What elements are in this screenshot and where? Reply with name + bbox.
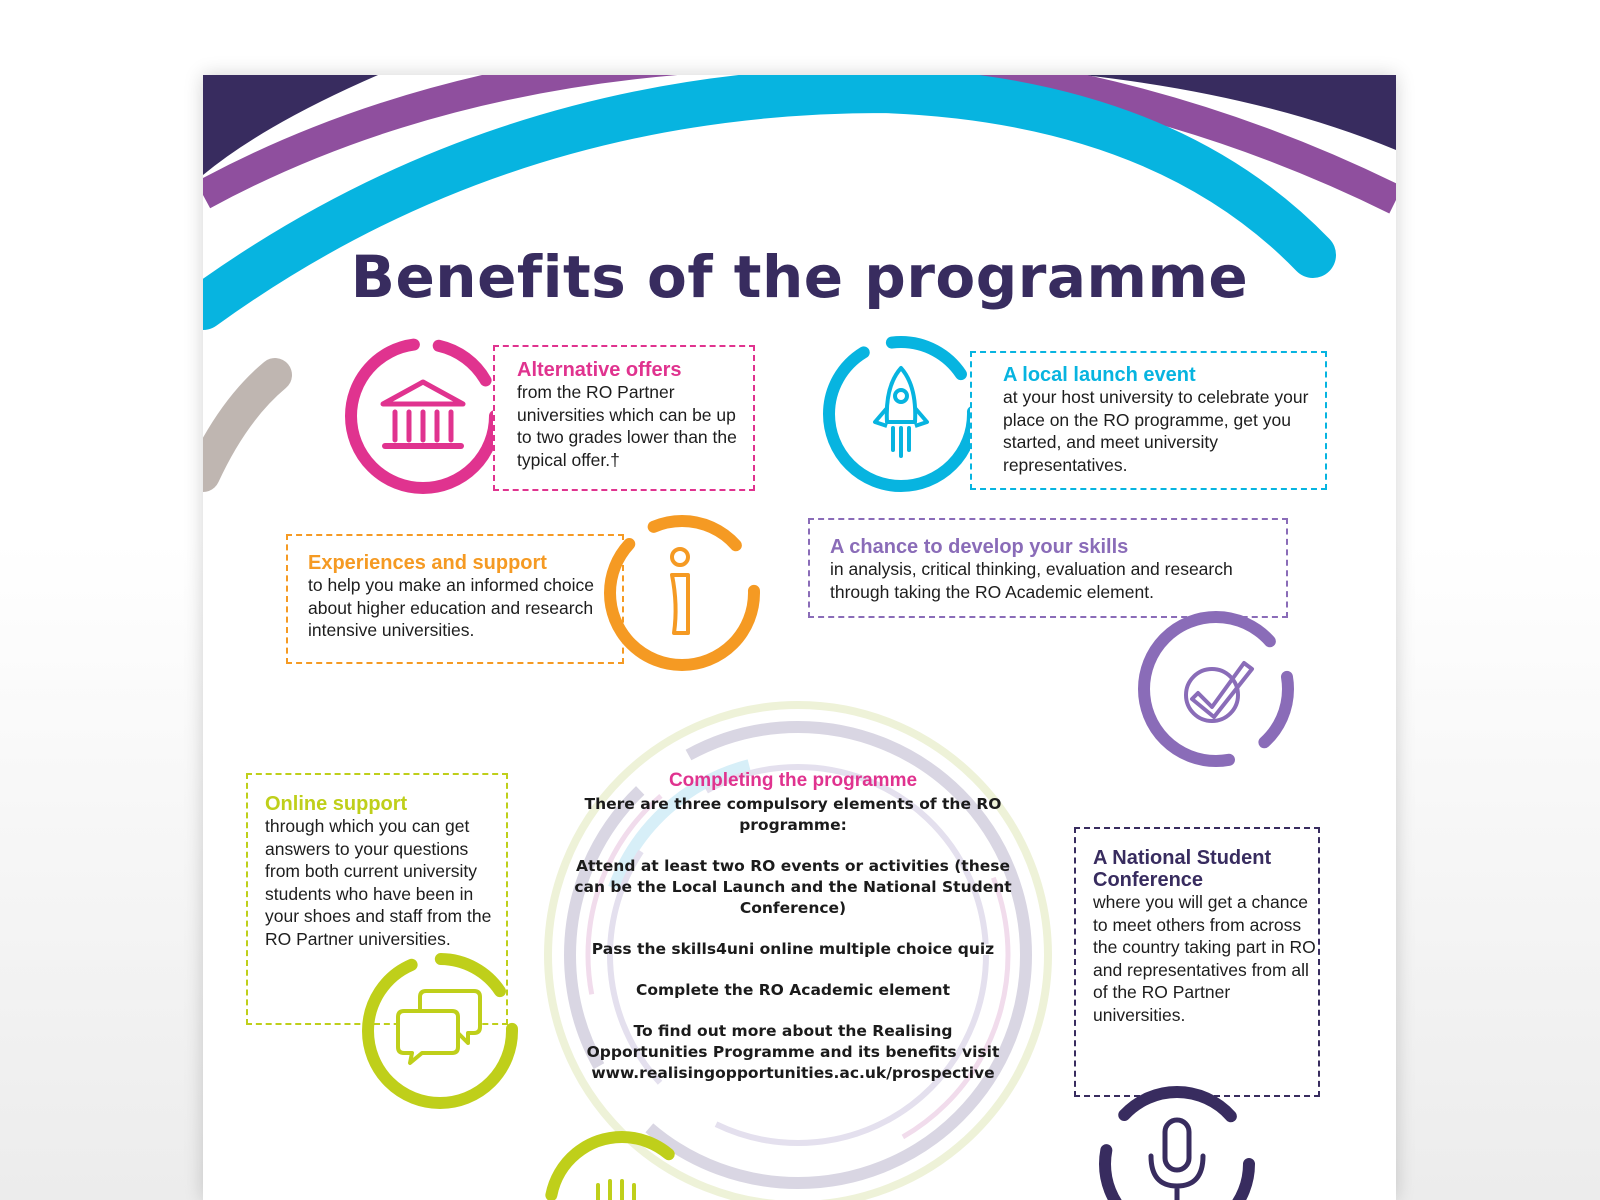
center-item-2: Pass the skills4uni online multiple choice quiz	[591, 940, 995, 958]
completing-programme-panel	[573, 770, 1013, 1084]
skills-icon-circle	[1132, 605, 1300, 773]
center-url[interactable]: www.realisingopportunities.ac.uk/prospective	[591, 1064, 995, 1082]
card-heading: A local launch event	[1003, 364, 1196, 386]
rocket-icon	[817, 330, 985, 498]
card-body: at your host university to celebrate your place on the RO programme, get you started, and meet university representatives.	[1003, 387, 1309, 475]
center-more: To find out more about the Realising Opportunities Programme and its benefits visit	[586, 1022, 1000, 1061]
launch-icon-circle	[817, 330, 985, 498]
card-alternative-offers	[493, 345, 755, 491]
card-body: from the RO Partner universities which can be up to two grades lower than the typical offer.†	[517, 382, 737, 470]
card-local-launch	[970, 351, 1327, 490]
card-experiences-support	[286, 534, 624, 664]
center-intro: There are three compulsory elements of the RO programme:	[584, 795, 1002, 834]
card-body: through which you can get answers to your questions from both current university students who have been in your shoes and staff from the RO Partner universities.	[265, 816, 492, 949]
card-heading: Experiences and support	[308, 552, 547, 574]
info-icon	[598, 509, 766, 677]
card-heading: A National Student Conference	[1093, 847, 1272, 891]
exp-icon-circle	[598, 509, 766, 677]
checkmark-icon	[1132, 605, 1300, 773]
microphone-icon	[1093, 1080, 1261, 1200]
online-icon-circle	[356, 947, 524, 1115]
center-heading: Completing the programme	[668, 770, 918, 791]
card-develop-skills	[808, 518, 1288, 618]
card-heading: Online support	[265, 793, 408, 815]
poster-page	[203, 75, 1396, 1200]
card-heading: A chance to develop your skills	[830, 536, 1129, 558]
university-building-icon	[339, 332, 507, 500]
grey-arc	[203, 375, 275, 475]
page-title: Benefits of the programme	[350, 243, 1249, 311]
card-heading: Alternative offers	[517, 359, 682, 381]
card-body: to help you make an informed choice about higher education and research intensive universities.	[308, 575, 594, 640]
card-body: in analysis, critical thinking, evaluation and research through taking the RO Academic element.	[830, 559, 1233, 602]
card-national-conference	[1074, 827, 1320, 1097]
center-item-1: Attend at least two RO events or activities (these can be the Local Launch and the National Student Conference)	[574, 857, 1012, 917]
card-body: where you will get a chance to meet others from across the country taking part in RO and representatives from all of the RO Partner universities.	[1093, 892, 1316, 1025]
partial-icon	[538, 1125, 706, 1200]
conf-icon-circle	[1093, 1080, 1261, 1200]
alt-icon-circle	[339, 332, 507, 500]
chat-bubbles-icon	[356, 947, 524, 1115]
bottom-lime-icon-circle	[538, 1125, 706, 1200]
center-item-3: Complete the RO Academic element	[635, 981, 951, 999]
